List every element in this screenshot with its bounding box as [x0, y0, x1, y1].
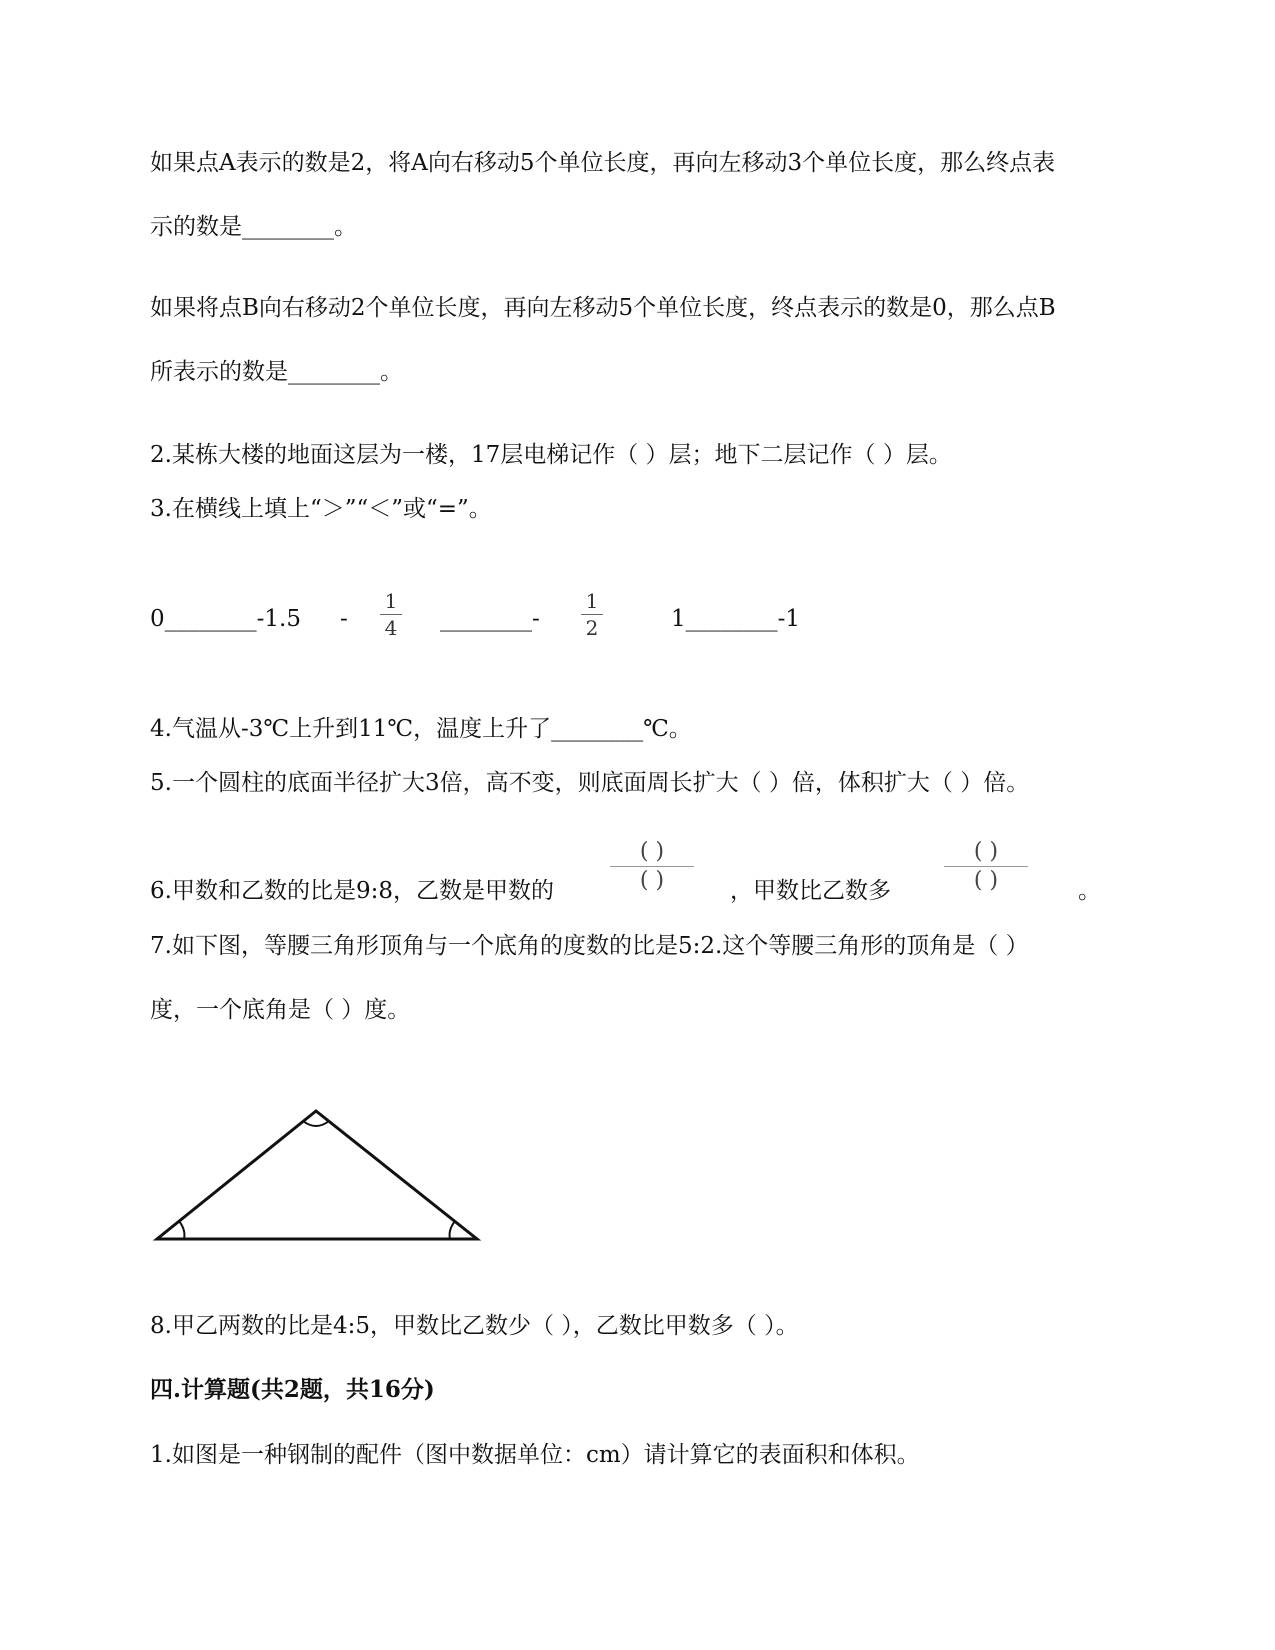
fraction-bar	[944, 866, 1028, 867]
left-base-angle-arc	[179, 1221, 184, 1239]
q1-line4: 所表示的数是________。	[150, 359, 403, 385]
fraction-bar	[380, 614, 402, 615]
triangle-outline	[157, 1111, 477, 1239]
q6-text-1: 6.甲数和乙数的比是9:8，乙数是甲数的	[150, 878, 554, 904]
q6-text-3: 。	[1078, 878, 1101, 904]
question-2: 2.某栋大楼的地面这层为一楼，17层电梯记作（ ）层；地下二层记作（ ）层。	[150, 442, 952, 468]
paren-denominator: ( )	[639, 868, 665, 893]
paren-numerator: ( )	[973, 839, 999, 864]
question-8: 8.甲乙两数的比是4:5，甲数比乙数少（ ），乙数比甲数多（ ）。	[150, 1313, 799, 1339]
compare-item-3: 1________-1	[671, 606, 801, 632]
question-4: 4.气温从-3℃上升到11℃，温度上升了________℃。	[150, 716, 692, 742]
isosceles-triangle-figure	[150, 1100, 490, 1270]
q1-line3: 如果将点B向右移动2个单位长度，再向左移动5个单位长度，终点表示的数是0，那么点B	[150, 295, 1056, 321]
compare-item-2-minus: -	[340, 606, 348, 632]
fraction-denominator: 2	[585, 616, 599, 640]
paren-numerator: ( )	[639, 839, 665, 864]
fraction-numerator: 1	[585, 589, 599, 613]
question-3: 3.在横线上填上“＞”“＜”或“=”。	[150, 496, 492, 522]
paren-denominator: ( )	[973, 868, 999, 893]
fraction-numerator: 1	[384, 589, 398, 613]
compare-item-1: 0________-1.5	[150, 606, 301, 632]
fraction-one-half	[581, 590, 603, 639]
apex-angle-arc	[303, 1121, 329, 1126]
q1-line2: 示的数是________。	[150, 214, 357, 240]
fraction-bar	[610, 866, 694, 867]
fraction-bar	[581, 614, 603, 615]
compare-item-2-blank: ________-	[440, 606, 540, 632]
q7-line2: 度，一个底角是（ ）度。	[150, 997, 411, 1023]
fraction-denominator: 4	[384, 616, 398, 640]
section-4-heading: 四.计算题(共2题，共16分)	[150, 1376, 435, 1403]
q7-line1: 7.如下图，等腰三角形顶角与一个底角的度数的比是5:2.这个等腰三角形的顶角是（ ）	[150, 933, 1029, 959]
placeholder-fraction-1	[610, 840, 694, 893]
right-base-angle-arc	[450, 1221, 455, 1239]
fraction-one-quarter	[380, 590, 402, 639]
q1-line1: 如果点A表示的数是2，将A向右移动5个单位长度，再向左移动3个单位长度，那么终点表	[150, 150, 1056, 176]
question-5: 5.一个圆柱的底面半径扩大3倍，高不变，则底面周长扩大（ ）倍，体积扩大（ ）倍。	[150, 770, 1030, 796]
q6-text-2: ，甲数比乙数多	[730, 878, 891, 904]
section-4-question-1: 1.如图是一种钢制的配件（图中数据单位：cm）请计算它的表面积和体积。	[150, 1442, 920, 1468]
placeholder-fraction-2	[944, 840, 1028, 893]
